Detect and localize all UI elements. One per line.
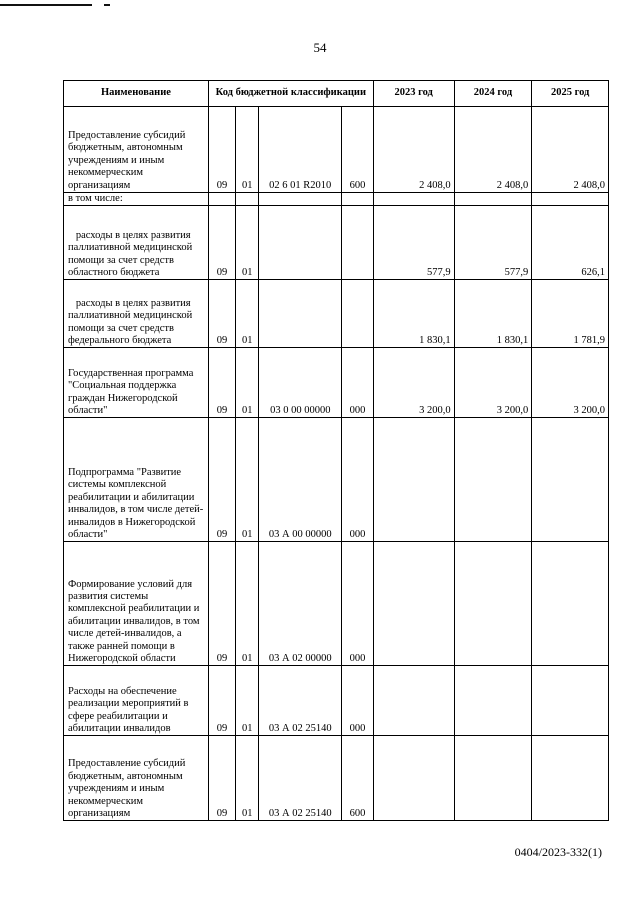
row-code-subsection <box>236 193 259 206</box>
row-code-subsection: 01 <box>236 418 259 542</box>
row-code-expense: 600 <box>342 107 374 193</box>
row-name: Расходы на обеспечение реализации мероприятий в сфере реабилитации и абилитации инвалидов <box>64 666 209 736</box>
row-value-2023: 3 200,0 <box>373 348 454 418</box>
row-value-2025 <box>532 542 609 666</box>
row-code-expense <box>342 193 374 206</box>
row-name: расходы в целях развития паллиативной медицинской помощи за счет средств областного бюджета <box>64 206 209 280</box>
row-value-2024: 1 830,1 <box>454 280 532 348</box>
row-code-section: 09 <box>208 542 235 666</box>
row-code-expense: 600 <box>342 736 374 821</box>
row-code-subsection: 01 <box>236 280 259 348</box>
row-code-target: 03 0 00 00000 <box>259 348 342 418</box>
table-row <box>64 193 609 206</box>
row-value-2024 <box>454 666 532 736</box>
row-value-2023 <box>373 418 454 542</box>
row-value-2024 <box>454 542 532 666</box>
header-name: Наименование <box>64 81 209 107</box>
row-value-2023 <box>373 666 454 736</box>
table-row <box>64 348 609 418</box>
row-code-expense: 000 <box>342 666 374 736</box>
document-number: 0404/2023-332(1) <box>514 845 602 859</box>
row-name: Формирование условий для развития системы комплексной реабилитации и абилитации инвалидов, в том числе детей-инвалидов, а также ранней помощи в Нижегородской области <box>64 542 209 666</box>
row-value-2025: 1 781,9 <box>532 280 609 348</box>
table-row <box>64 107 609 193</box>
row-code-subsection: 01 <box>236 107 259 193</box>
row-code-target: 03 А 02 25140 <box>259 736 342 821</box>
row-value-2023 <box>373 193 454 206</box>
row-value-2023 <box>373 542 454 666</box>
row-code-section: 09 <box>208 666 235 736</box>
header-code: Код бюджетной классификации <box>208 81 373 107</box>
row-name: Предоставление субсидий бюджетным, автономным учреждениям и иным некоммерческим организациям <box>64 736 209 821</box>
row-value-2023: 1 830,1 <box>373 280 454 348</box>
row-name: Государственная программа "Социальная поддержка граждан Нижегородской области" <box>64 348 209 418</box>
row-value-2024 <box>454 736 532 821</box>
row-value-2025 <box>532 666 609 736</box>
table-header-row <box>64 81 609 107</box>
scan-mark <box>0 4 92 6</box>
row-code-target <box>259 206 342 280</box>
header-2023: 2023 год <box>373 81 454 107</box>
row-code-target: 02 6 01 R2010 <box>259 107 342 193</box>
row-code-expense <box>342 206 374 280</box>
row-value-2025: 626,1 <box>532 206 609 280</box>
row-code-section: 09 <box>208 348 235 418</box>
table-row <box>64 666 609 736</box>
row-code-section: 09 <box>208 736 235 821</box>
row-value-2024: 2 408,0 <box>454 107 532 193</box>
row-value-2024: 3 200,0 <box>454 348 532 418</box>
row-code-expense <box>342 280 374 348</box>
row-value-2023: 2 408,0 <box>373 107 454 193</box>
row-code-section: 09 <box>208 280 235 348</box>
row-code-subsection: 01 <box>236 666 259 736</box>
table-row <box>64 280 609 348</box>
row-code-section: 09 <box>208 107 235 193</box>
row-code-target: 03 А 02 25140 <box>259 666 342 736</box>
row-value-2024: 577,9 <box>454 206 532 280</box>
table-row <box>64 418 609 542</box>
row-code-expense: 000 <box>342 542 374 666</box>
row-value-2023 <box>373 736 454 821</box>
row-code-target: 03 А 00 00000 <box>259 418 342 542</box>
row-value-2024 <box>454 193 532 206</box>
page-number: 54 <box>313 40 327 55</box>
row-code-expense: 000 <box>342 348 374 418</box>
row-code-section: 09 <box>208 418 235 542</box>
table-body <box>64 107 609 821</box>
row-code-target <box>259 280 342 348</box>
row-code-subsection: 01 <box>236 348 259 418</box>
row-code-section <box>208 193 235 206</box>
row-value-2023: 577,9 <box>373 206 454 280</box>
row-value-2025 <box>532 418 609 542</box>
row-value-2025: 3 200,0 <box>532 348 609 418</box>
row-code-target: 03 А 02 00000 <box>259 542 342 666</box>
row-value-2024 <box>454 418 532 542</box>
table-row <box>64 206 609 280</box>
row-name: Подпрограмма "Развитие системы комплексной реабилитации и абилитации инвалидов, в том числе детей-инвалидов в Нижегородской области" <box>64 418 209 542</box>
table-row <box>64 736 609 821</box>
row-code-expense: 000 <box>342 418 374 542</box>
row-name: расходы в целях развития паллиативной медицинской помощи за счет средств федерального бюджета <box>64 280 209 348</box>
scan-mark-small <box>104 4 110 6</box>
row-code-subsection: 01 <box>236 542 259 666</box>
header-2025: 2025 год <box>532 81 609 107</box>
header-2024: 2024 год <box>454 81 532 107</box>
row-code-target <box>259 193 342 206</box>
row-code-subsection: 01 <box>236 736 259 821</box>
row-code-subsection: 01 <box>236 206 259 280</box>
budget-table <box>63 80 609 821</box>
row-name: Предоставление субсидий бюджетным, автономным учреждениям и иным некоммерческим организациям <box>64 107 209 193</box>
table-row <box>64 542 609 666</box>
row-value-2025 <box>532 193 609 206</box>
row-name: в том числе: <box>64 193 209 206</box>
row-value-2025 <box>532 736 609 821</box>
row-value-2025: 2 408,0 <box>532 107 609 193</box>
row-code-section: 09 <box>208 206 235 280</box>
